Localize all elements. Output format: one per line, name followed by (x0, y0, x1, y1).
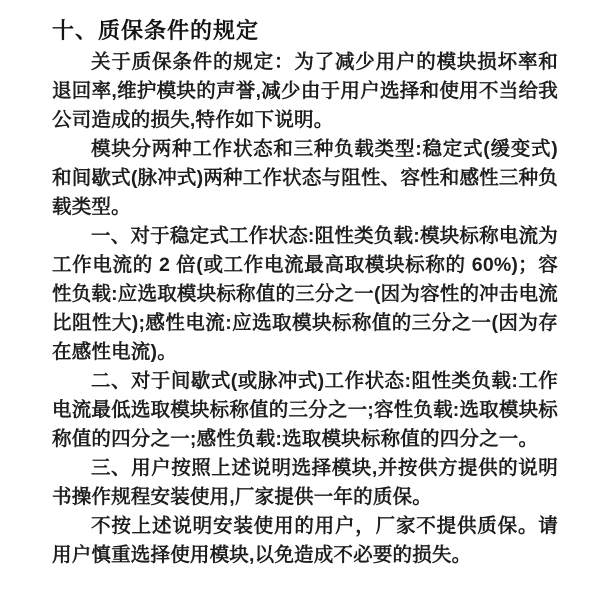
paragraph-overview: 关于质保条件的规定：为了减少用户的模块损坏率和退回率,维护模块的声誉,减少由于用户选择和使用不当给我公司造成的损失,特作如下说明。 (52, 51, 558, 131)
paragraph-clause-1-steady-state: 一、对于稳定式工作状态:阻性类负载:模块标称电流为工作电流的 2 倍(或工作电流最高取模块标称的 60%)；容性负载:应选取模块标称值的三分之一(因为容性的冲击电流比阻性大);感性电流:应选取模块标称值的三分之一(因为存在感性电流)。 (52, 225, 558, 363)
section-title: 十、质保条件的规定 (52, 18, 260, 43)
paragraph-disclaimer: 不按上述说明安装使用的用户，厂家不提供质保。请用户慎重选择使用模块,以免造成不必要的损失。 (52, 515, 558, 566)
paragraph-clause-3-warranty: 三、用户按照上述说明选择模块,并按供方提供的说明书操作规程安装使用,厂家提供一年的质保。 (52, 457, 558, 508)
paragraph-classification: 模块分两种工作状态和三种负载类型:稳定式(缓变式)和间歇式(脉冲式)两种工作状态与阻性、容性和感性三种负载类型。 (52, 138, 558, 218)
paragraph-clause-2-intermittent-state: 二、对于间歇式(或脉冲式)工作状态:阻性类负载:工作电流最低选取模块标称值的三分之一;容性负载:选取模块标称值的四分之一;感性负载:选取模块标称值的四分之一。 (52, 370, 558, 450)
